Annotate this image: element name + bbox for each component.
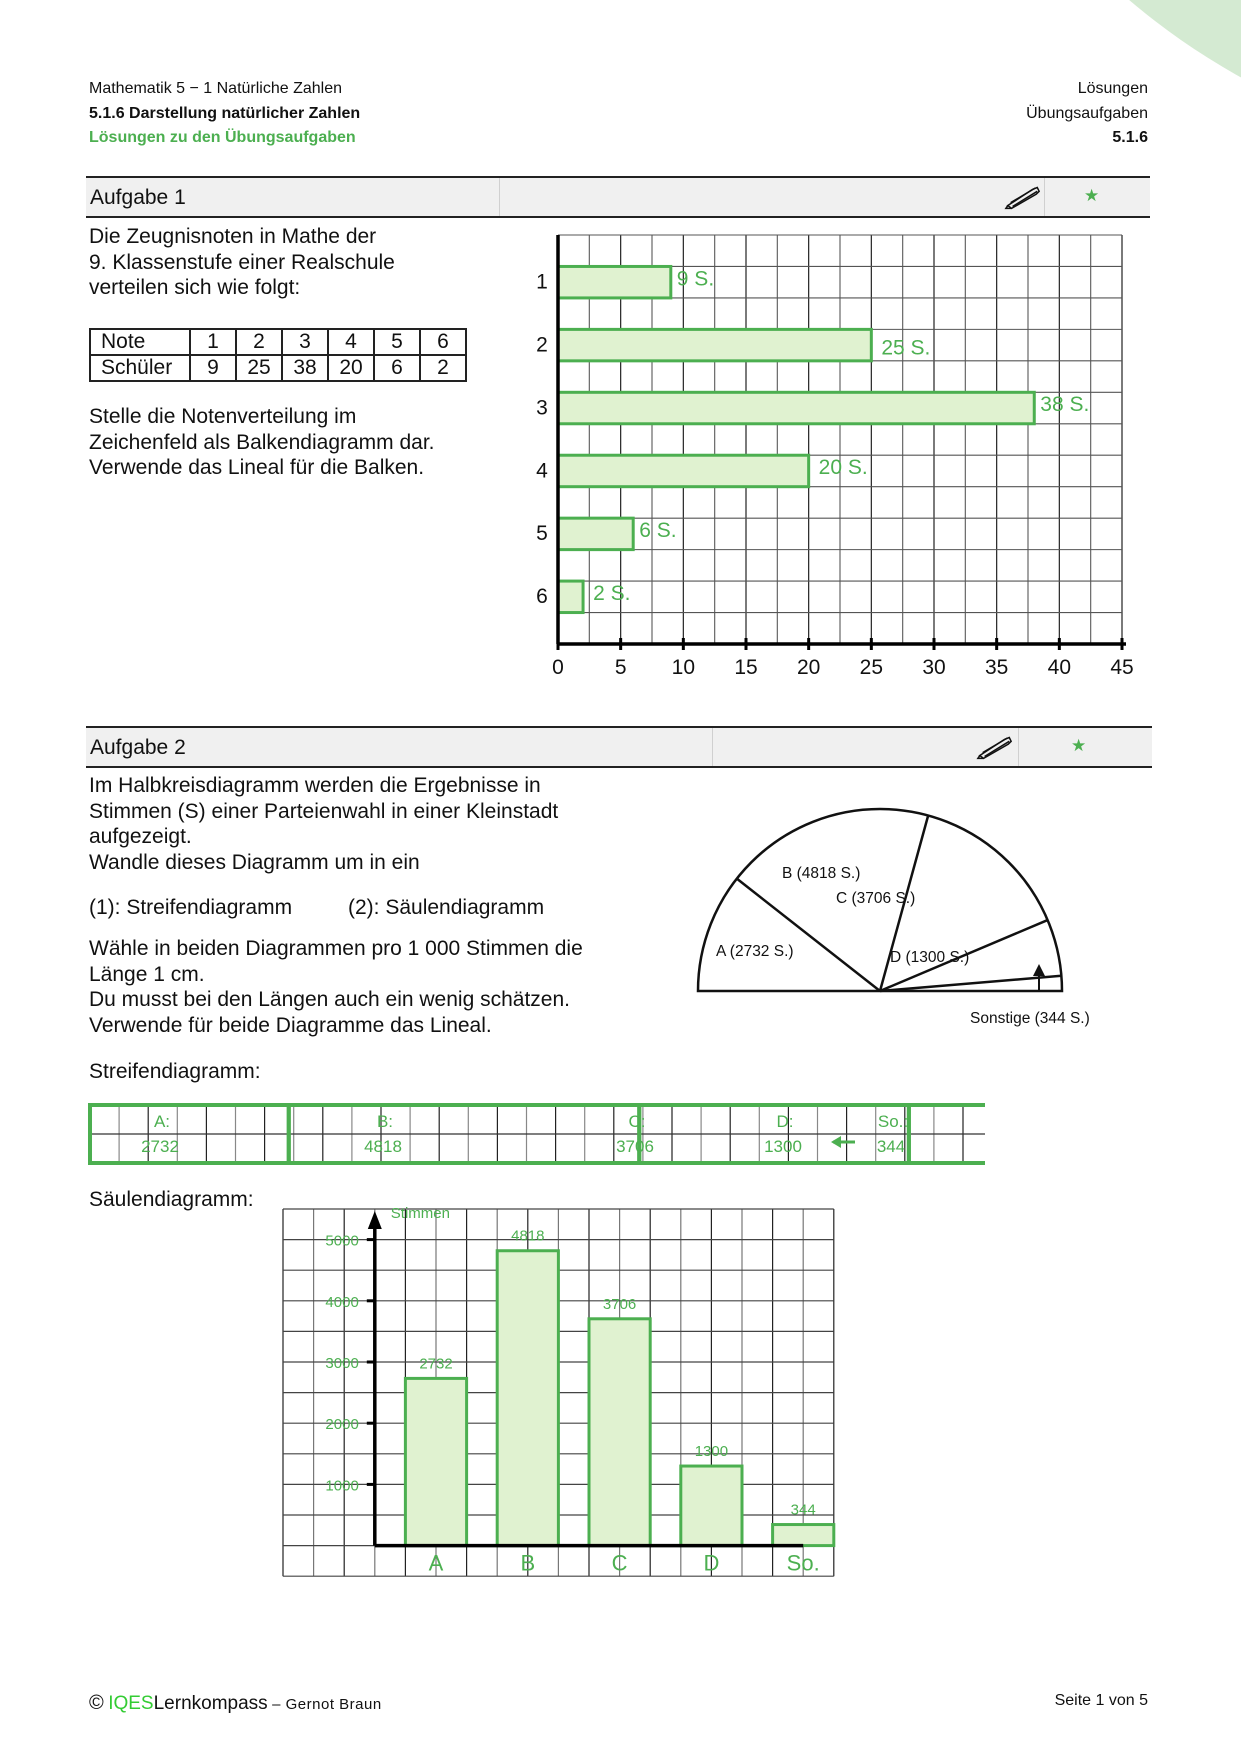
- task1-intro-line: Die Zeugnisnoten in Mathe der: [89, 225, 377, 248]
- slice-label: A (2732 S.): [716, 943, 794, 960]
- task1-intro: [89, 224, 395, 301]
- task2-intro-line: aufgezeigt.: [89, 825, 192, 848]
- brand-iqes: IQES: [108, 1693, 154, 1714]
- row-header-students: Schüler: [90, 355, 190, 381]
- task2-instructions: [89, 936, 583, 1038]
- bar-value-label: 38 S.: [1040, 393, 1090, 417]
- bar-value-label: 6 S.: [639, 519, 677, 543]
- bar: [558, 518, 633, 549]
- x-tick-label: 30: [922, 656, 946, 679]
- strip-diagram: [85, 1098, 985, 1170]
- solutions-subtitle: Lösungen zu den Übungsaufgaben: [89, 129, 356, 146]
- column-bar: [773, 1525, 834, 1546]
- column-value-label: 3706: [602, 1295, 637, 1313]
- strip-diagram-heading: Streifendiagramm:: [89, 1060, 261, 1083]
- header-divider: [1018, 728, 1019, 766]
- category-label: 1: [536, 270, 548, 294]
- column-category-label: D: [703, 1550, 720, 1576]
- grades-table: [89, 328, 467, 382]
- task1-title: Aufgabe 1: [90, 186, 186, 209]
- category-label: 6: [536, 585, 548, 609]
- copyright-icon: ©: [89, 1692, 104, 1714]
- section-title: 5.1.6 Darstellung natürlicher Zahlen: [89, 104, 361, 122]
- slice-label: C (3706 S.): [836, 890, 916, 907]
- table-cell: 9: [190, 355, 236, 381]
- x-tick-label: 5: [614, 656, 627, 679]
- task2-instruction-line: Du musst bei den Längen auch ein wenig schätzen.: [89, 988, 570, 1011]
- task2-option2: (2): Säulendiagramm: [348, 896, 545, 919]
- x-tick-label: 10: [671, 656, 696, 679]
- strip-label: D:: [776, 1112, 794, 1131]
- task2-intro: [89, 773, 558, 875]
- task1-instruction-line: Verwende das Lineal für die Balken.: [89, 456, 425, 479]
- header-solutions-label: Lösungen: [1077, 80, 1148, 97]
- column-value-label: 2732: [419, 1355, 453, 1373]
- column-category-label: B: [520, 1550, 536, 1576]
- task2-instruction-line: Wähle in beiden Diagrammen pro 1 000 Stimmen die: [89, 937, 583, 960]
- x-tick-label: 20: [796, 656, 821, 679]
- bar-value-label: 9 S.: [676, 267, 715, 291]
- y-tick-label: 4000: [325, 1293, 359, 1311]
- slice-label: D (1300 S.): [890, 949, 970, 966]
- x-tick-label: 40: [1047, 656, 1072, 679]
- strip-value: 2732: [141, 1137, 179, 1156]
- header-left: [89, 77, 360, 151]
- task1-instructions: [89, 404, 435, 481]
- table-cell: 6: [420, 329, 466, 355]
- header-section-number: 5.1.6: [1112, 129, 1148, 146]
- column-value-label: 1300: [694, 1443, 729, 1461]
- task2-header: [86, 726, 1152, 768]
- y-tick-label: 5000: [325, 1232, 359, 1250]
- x-tick-label: 35: [984, 656, 1009, 679]
- task1-instruction-line: Zeichenfeld als Balkendiagramm dar.: [89, 430, 435, 454]
- column-bar: [497, 1251, 558, 1546]
- column-category-label: A: [428, 1550, 444, 1576]
- column-category-label: So.: [786, 1550, 820, 1576]
- y-tick-label: 3000: [325, 1355, 359, 1372]
- x-tick-label: 25: [859, 656, 884, 679]
- task1-intro-line: verteilen sich wie folgt:: [89, 276, 301, 299]
- table-cell: 6: [374, 355, 420, 381]
- table-cell: 5: [374, 329, 420, 355]
- task2-instruction-line: Verwende für beide Diagramme das Lineal.: [89, 1013, 492, 1037]
- column-chart-content: [283, 1205, 834, 1576]
- task2-option1: (1): Streifendiagramm: [89, 896, 293, 919]
- arrow-left-icon: [831, 1136, 841, 1148]
- x-tick-label: 15: [734, 656, 758, 679]
- footer-brand: [89, 1692, 382, 1715]
- star-icon: ★: [1084, 186, 1100, 205]
- table-cell: 2: [236, 329, 282, 355]
- bar: [558, 455, 809, 486]
- category-label: 3: [536, 396, 548, 420]
- bar-value-label: 20 S.: [818, 456, 868, 480]
- pencil-icon: [976, 734, 1014, 760]
- header-divider: [499, 178, 500, 216]
- strip-segments: [90, 1105, 985, 1163]
- table-row: [90, 355, 466, 381]
- bar-value-label: 2 S.: [593, 581, 631, 605]
- category-label: 5: [536, 522, 548, 546]
- table-cell: 2: [420, 355, 466, 381]
- arrow-up-icon: [368, 1211, 382, 1229]
- y-tick-label: 2000: [325, 1416, 359, 1434]
- course-title: Mathematik 5 − 1 Natürliche Zahlen: [89, 80, 343, 97]
- strip-label: B:: [376, 1112, 394, 1131]
- table-cell: 20: [328, 355, 374, 381]
- strip-label: C:: [628, 1112, 646, 1131]
- task2-intro-line: Im Halbkreisdiagramm werden die Ergebnisse in: [89, 774, 541, 797]
- header-exercises-label: Übungsaufgaben: [1026, 104, 1148, 122]
- strip-value: 1300: [764, 1137, 802, 1156]
- table-cell: 4: [328, 329, 374, 355]
- star-icon: ★: [1071, 736, 1087, 755]
- y-axis-label: Stimmen: [390, 1205, 450, 1222]
- semicircle-slices: [698, 809, 1090, 1027]
- strip-label: So.:: [877, 1112, 909, 1131]
- brand-lernkompass: Lernkompass: [153, 1693, 268, 1714]
- table-row: [90, 329, 466, 355]
- column-value-label: 4818: [511, 1227, 545, 1245]
- column-bar: [405, 1378, 466, 1545]
- column-value-label: 344: [790, 1501, 816, 1519]
- x-tick-label: 0: [552, 656, 564, 679]
- column-bar: [681, 1466, 742, 1546]
- column-chart: [270, 1195, 910, 1595]
- header-right: [1026, 77, 1148, 151]
- author: – Gernot Braun: [272, 1696, 382, 1713]
- page-number: Seite 1 von 5: [1054, 1692, 1148, 1709]
- task2-intro-line: Stimmen (S) einer Parteienwahl in einer Kleinstadt: [89, 799, 559, 823]
- column-diagram-heading: Säulendiagramm:: [89, 1188, 254, 1211]
- grade-bar-chart: [520, 225, 1140, 685]
- bar: [558, 266, 671, 297]
- y-tick-label: 1000: [325, 1477, 359, 1495]
- category-label: 4: [536, 459, 548, 483]
- task2-intro-line: Wandle dieses Diagramm um in ein: [89, 850, 420, 874]
- strip-label: A:: [153, 1112, 171, 1131]
- header-divider: [712, 728, 713, 766]
- row-header-note: Note: [90, 329, 190, 355]
- pencil-icon: [1004, 184, 1042, 210]
- task1-instruction-line: Stelle die Notenverteilung im: [89, 405, 357, 428]
- slice-label: B (4818 S.): [782, 865, 861, 882]
- column-bar: [589, 1319, 650, 1546]
- semicircle-chart: [670, 780, 1140, 1040]
- task1-intro-line: 9. Klassenstufe einer Realschule: [89, 250, 395, 274]
- bar: [558, 329, 871, 360]
- task2-instruction-line: Länge 1 cm.: [89, 962, 205, 986]
- column-category-label: C: [611, 1550, 628, 1576]
- table-cell: 3: [282, 329, 328, 355]
- x-tick-label: 45: [1110, 656, 1134, 679]
- slice-label: Sonstige (344 S.): [970, 1010, 1090, 1027]
- category-label: 2: [536, 333, 548, 357]
- table-cell: 1: [190, 329, 236, 355]
- bar: [558, 392, 1034, 423]
- strip-value: 4818: [364, 1137, 402, 1156]
- task1-header: [86, 176, 1150, 218]
- header-divider: [1044, 178, 1045, 216]
- task2-title: Aufgabe 2: [90, 736, 186, 759]
- table-cell: 25: [236, 355, 282, 381]
- bar-value-label: 25 S.: [881, 336, 931, 360]
- chart-bars: [558, 266, 1089, 612]
- strip-value: 3706: [616, 1137, 654, 1156]
- bar: [558, 581, 583, 612]
- table-cell: 38: [282, 355, 328, 381]
- strip-value: 344: [876, 1137, 906, 1156]
